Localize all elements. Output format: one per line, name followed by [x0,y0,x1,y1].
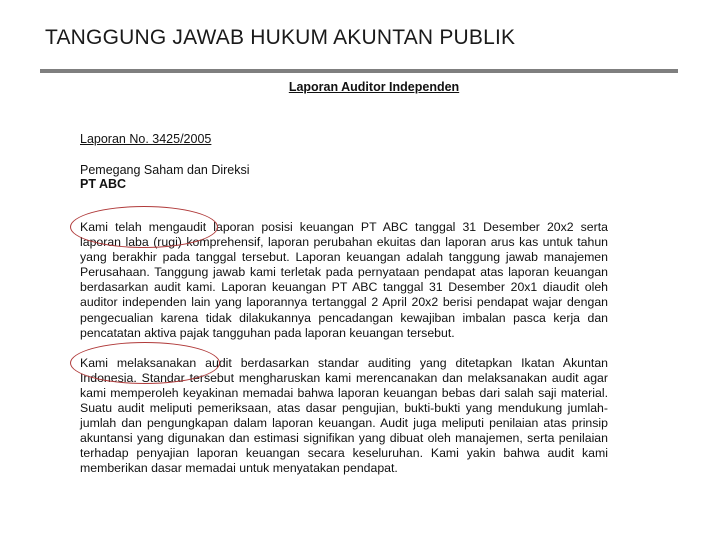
report-number: Laporan No. 3425/2005 [80,132,212,146]
report-paragraph-2 [80,356,608,477]
title-divider [40,69,678,73]
report-paragraph-1 [80,220,608,341]
auditor-report-document [80,80,608,477]
paragraph-2-text: Kami melaksanakan audit berdasarkan standar auditing yang ditetapkan Ikatan Akuntan Indonesia. Standar tersebut mengharuskan kami merencanakan dan melaksanakan audit agar kami memperoleh keyakinan memadai bahwa laporan keuangan bebas dari salah saji material. Suatu audit meliputi pemeriksaan, atas dasar pengujian, bukti-bukti yang mendukung jumlah-jumlah dan pengungkapan dalam laporan keuangan. Audit juga meliputi penilaian atas prinsip akuntansi yang digunakan dan estimasi signifikan yang dibuat oleh manajemen, serta penilaian terhadap penyajian laporan keuangan secara keseluruhan. Kami yakin bahwa audit kami memberikan dasar memadai untuk menyatakan pendapat. [80,355,608,476]
paragraph-1-text: Kami telah mengaudit laporan posisi keuangan PT ABC tanggal 31 Desember 20x2 serta laporan laba (rugi) komprehensif, laporan perubahan ekuitas dan laporan arus kas untuk tahun yang berakhir pada tanggal tersebut. Laporan keuangan adalah tanggung jawab manajemen Perusahaan. Tanggung jawab kami terletak pada pernyataan pendapat atas laporan keuangan berdasarkan audit kami. Laporan keuangan PT ABC tanggal 31 Desember 20x1 diaudit oleh auditor independen lain yang laporannya tertanggal 2 April 20x2 berisi pendapat wajar dengan pengecualian karena tidak dilakukannya pencadangan kewajiban imbalan pasca kerja dan pencatatan aktiva pajak tangguhan pada laporan keuangan tersebut. [80,220,608,340]
report-heading: Laporan Auditor Independen [288,80,460,94]
report-company: PT ABC [80,177,127,191]
report-addressee: Pemegang Saham dan Direksi [80,163,250,177]
slide-title: TANGGUNG JAWAB HUKUM AKUNTAN PUBLIK [45,26,516,49]
